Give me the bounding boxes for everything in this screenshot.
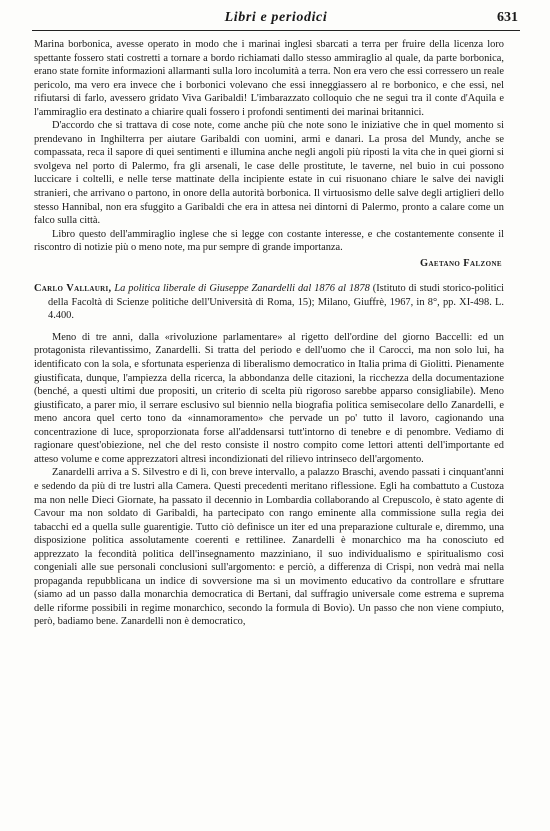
page-number: 631 [497, 10, 518, 25]
spacer [34, 323, 504, 331]
review-author: Carlo Vallauri, [34, 283, 112, 295]
page-header [32, 8, 520, 31]
paragraph: Marina borbonica, avesse operato in modo che i marinai inglesi sbarcati a terra per fruire della licenza loro spettante fossero stati costretti a tornare a bordo richiamati dallo stesso ammiraglio al quale, da parte borbonica, erano state fornite informazioni allarmanti sulla loro incolumità a terra. Non era vero che essi corressero un reale pericolo, ma vero era invece che i borbonici volevano che essi inneggiassero al re borbonico, e che essi, nel rifiutarsi di farlo, avessero gridato Viva Garibaldi! L'imbarazzato colloquio che ne seguì tra il conte d'Aquila e l'ammiraglio era destinato a chiarire quali fossero i profondi sentimenti dei marinai britannici. [34, 39, 504, 118]
page-body [34, 38, 504, 629]
paragraph: Libro questo dell'ammiraglio inglese che si legge con costante interesse, e che costantemente consente il riscontro di notizie più o meno note, ma pur sempre di grande importanza. [34, 228, 504, 254]
review-publication-details: (Istituto di studi storico-politici della Facoltà di Scienze politiche dell'Università di Roma, 15); Milano, Giuffrè, 1967, in 8°, pp. XI-498. L. 4.400. [48, 283, 504, 322]
review-heading [34, 282, 504, 323]
running-title: Libri e periodici [224, 10, 328, 25]
reviewer-signature: Gaetano Falzone [419, 257, 502, 269]
paragraph: D'accordo che si trattava di cose note, come anche più che note sono le iniziative che in quel momento si prendevano in Inghilterra per aiutare Garibaldi con uomini, armi e danari. La prosa del Mundy, anche se compassata, reca il sapore di quei sentimenti e illumina anche negli angoli più riposti la vita che in quei giorni si svolgeva nel porto di Palermo, fra gli arsenali, le case delle prostitute, le taverne, nel buio in cui possono luccicare i coltelli, e nelle terse mattinate della incipiente estate in cui risuonano chiare le salve dei navigli stranieri, che arrivano o partono, in onore della autorità borbonica. Il virtuosismo delle salve degli artiglieri dello stesso Hannibal, non era sfuggito a Garibaldi che era in attesa nei dintorni di Palermo, pronto a calare come un falco sulla città. [34, 120, 504, 227]
review-book-title: La politica liberale di Giuseppe Zanardelli dal 1876 al 1878 [114, 283, 370, 295]
paragraph: Zanardelli arriva a S. Silvestro e di lì, con breve intervallo, a palazzo Braschi, avendo passati i cinquant'anni e sedendo da più di tre lustri alla Camera. Questi precedenti meritano riflessione. Egli ha combattuto a Custoza ma non nelle Dieci Giornate, ha passato il decennio in Lombardia collaborando al Crepuscolo, è stato agente di Cavour ma non soldato di Garibaldi, ha partecipato con rango eminente alla commissione sulla regìa dei tabacchi ed a quella sulle guarentigie. Tutto ciò definisce un iter ed una preparazione culturale e, diremmo, una disposizione politica assolutamente coerenti e rettilinee. Zanardelli è monarchico ma ha conosciuto ed apprezzato la fecondità politica dell'insegnamento mazziniano, il suo individualismo e spiritualismo così congeniali alle sue personali conclusioni sull'argomento: e perciò, a differenza di Crispi, non vedrà mai nella propaganda repubblicana un indice di sovversione ma sì un movimento educativo da controllare e sfruttare (siamo ad un passo dalla monarchia democratica di Bertani, dal suffragio universale come estrema e suprema delle riforme possibili in regime monarchico, secondo la formula di Bovio). Un passo che non viene compiuto, però, badiamo bene. Zanardelli non è democratico, [34, 467, 504, 628]
paragraph: Meno di tre anni, dalla «rivoluzione parlamentare» al rigetto dell'ordine del giorno Baccelli: ed un protagonista rilevantissimo, Zanardelli. Si tratta del periodo e dell'uomo che il Carocci, ma non solo lui, ha identificato con la sola, e sfortunata esperienza di liberalismo democratico in Italia prima di Giolitti. Pienamente giustificata, dunque, l'ampiezza della ricerca, la abbondanza delle citazioni, la ricchezza della documentazione (benché, a questi ultimi due propositi, un criterio di scelta più rigoroso sarebbe apparso consigliabile). Meno giustificato, a parer mio, il serrare esclusivo sul biennio nella biografia politica semisecolare dello Zanardelli, e meno ancora quel certo tono da «innamoramento» che pervade un po' tutto il lavoro, cagionando una concentrazione di luce, sproporzionata forse all'addensarsi tutt'intorno di tenebre e di penombre. Vediamo di ragionare quest'obiezione, nel che del resto consiste il nostro compito come lettori attenti dell'importante ed atteso volume e come apprezzatori altresì incondizionati del rilievo intrinseco dell'argomento. [34, 331, 504, 465]
